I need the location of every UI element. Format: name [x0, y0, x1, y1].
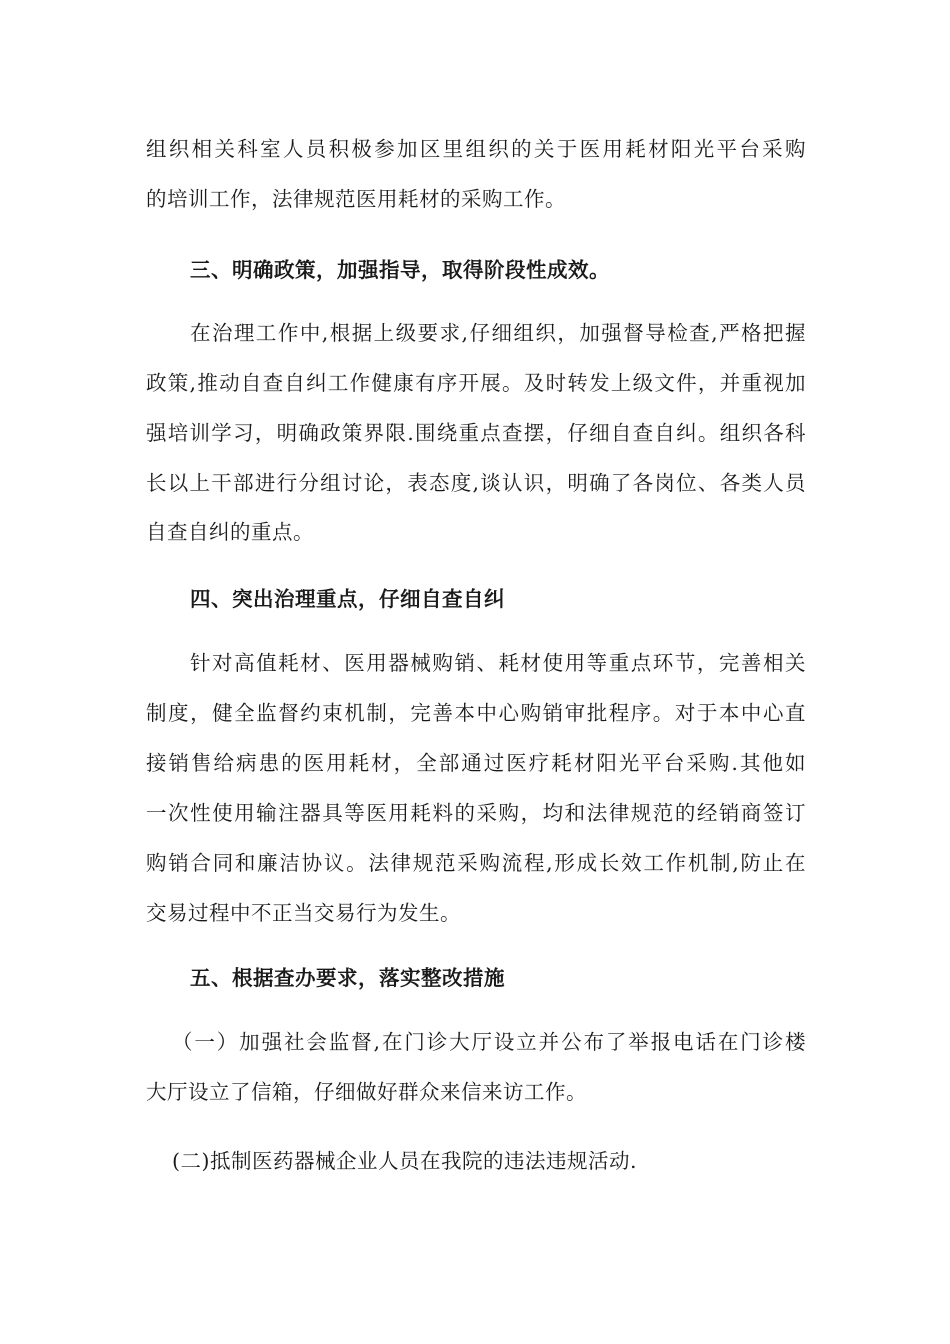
section-heading-4: 四、突出治理重点，仔细自查自纠: [190, 587, 505, 611]
paragraph-3-line-4: 长以上干部进行分组讨论，表态度,谈认识，明确了各岗位、各类人员: [146, 471, 806, 495]
paragraph-3-line-2: 政策,推动自查自纠工作健康有序开展。及时转发上级文件，并重视加: [146, 371, 806, 395]
paragraph-1-line-2: 的培训工作，法律规范医用耗材的采购工作。: [146, 187, 566, 211]
paragraph-6-line-1: (二)抵制医药器械企业人员在我院的违法违规活动.: [172, 1149, 638, 1173]
paragraph-4-line-1: 针对高值耗材、医用器械购销、耗材使用等重点环节，完善相关: [190, 651, 806, 675]
paragraph-4-line-2: 制度，健全监督约束机制，完善本中心购销审批程序。对于本中心直: [146, 701, 806, 725]
paragraph-3-line-1: 在治理工作中,根据上级要求,仔细组织，加强督导检查,严格把握: [190, 321, 806, 345]
section-heading-3: 三、明确政策，加强指导，取得阶段性成效。: [190, 258, 610, 282]
paragraph-5-line-1: （一）加强社会监督,在门诊大厅设立并公布了举报电话在门诊楼: [172, 1030, 806, 1054]
paragraph-4-line-5: 购销合同和廉洁协议。法律规范采购流程,形成长效工作机制,防止在: [146, 851, 806, 875]
section-heading-5: 五、根据查办要求，落实整改措施: [190, 966, 505, 990]
paragraph-5-line-2: 大厅设立了信箱，仔细做好群众来信来访工作。: [146, 1080, 587, 1104]
paragraph-1-line-1: 组织相关科室人员积极参加区里组织的关于医用耗材阳光平台采购: [146, 137, 806, 161]
paragraph-4-line-6: 交易过程中不正当交易行为发生。: [146, 901, 461, 925]
paragraph-4-line-4: 一次性使用输注器具等医用耗料的采购，均和法律规范的经销商签订: [146, 801, 806, 825]
paragraph-4-line-3: 接销售给病患的医用耗材，全部通过医疗耗材阳光平台采购.其他如: [146, 751, 806, 775]
paragraph-3-line-3: 强培训学习，明确政策界限.围绕重点查摆，仔细自查自纠。组织各科: [146, 421, 806, 445]
paragraph-3-line-5: 自查自纠的重点。: [146, 520, 314, 544]
